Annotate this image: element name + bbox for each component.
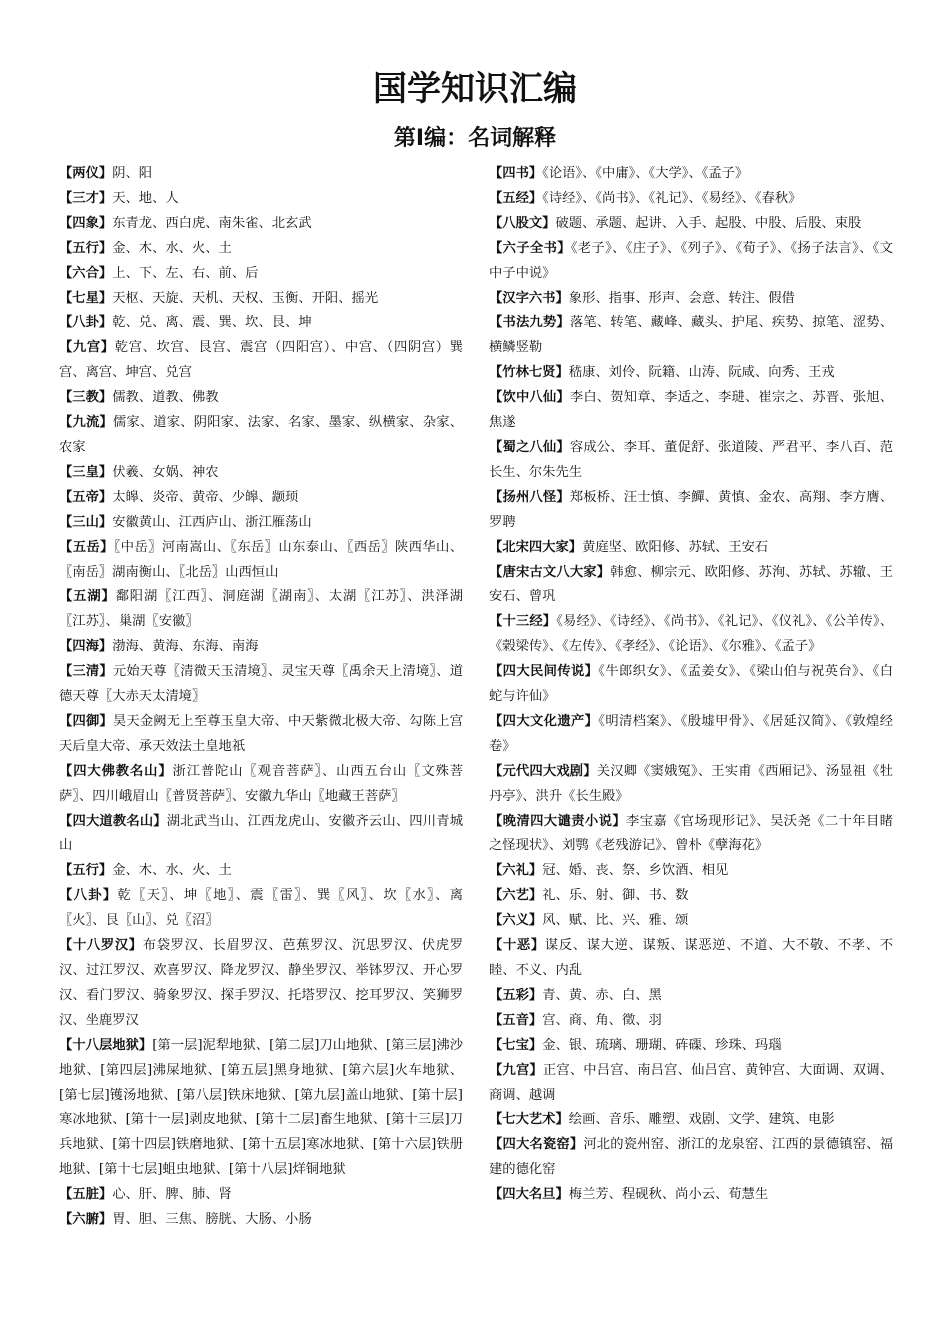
glossary-definition: 容成公、李耳、董促舒、张道陵、严君平、李八百、范长生、尔朱先生 xyxy=(489,439,894,480)
glossary-term: 【四大文化遗产】 xyxy=(489,713,599,729)
glossary-term: 【五湖】 xyxy=(59,589,116,605)
glossary-entry xyxy=(489,1183,893,1208)
glossary-entry xyxy=(59,934,463,1034)
glossary-term: 【书法九势】 xyxy=(489,315,570,331)
glossary-entry xyxy=(59,187,463,212)
glossary-entry xyxy=(59,212,463,237)
glossary-term: 【九宫】 xyxy=(59,340,115,356)
glossary-entry xyxy=(489,237,893,287)
glossary-term: 【三山】 xyxy=(59,514,113,530)
glossary-entry xyxy=(489,810,893,860)
glossary-entry xyxy=(489,436,893,486)
glossary-definition: 梅兰芳、程砚秋、尚小云、荀慧生 xyxy=(568,1187,769,1203)
glossary-definition: 风、赋、比、兴、雅、颂 xyxy=(542,913,689,929)
glossary-entry xyxy=(489,884,893,909)
glossary-term: 【唐宋古文八大家】 xyxy=(489,564,611,580)
glossary-term: 【五脏】 xyxy=(59,1187,113,1203)
glossary-definition: 《牛郎织女》、《孟姜女》、《梁山伯与祝英台》、《白蛇与许仙》 xyxy=(489,664,893,705)
glossary-definition: 儒家、道家、阴阳家、法家、名家、墨家、纵横家、杂家、农家 xyxy=(59,415,463,455)
glossary-entry xyxy=(489,760,893,810)
glossary-definition: 儒教、道教、佛教 xyxy=(112,390,219,406)
glossary-definition: 胃、胆、三焦、膀胱、大肠、小肠 xyxy=(112,1212,312,1228)
glossary-term: 【八卦】 xyxy=(59,315,113,331)
glossary-term: 【六腑】 xyxy=(59,1212,113,1228)
glossary-entry xyxy=(489,1009,893,1034)
glossary-term: 【十三经】 xyxy=(489,614,557,630)
glossary-entry xyxy=(489,311,893,361)
glossary-term: 【十恶】 xyxy=(489,938,545,954)
glossary-definition: 乾、兑、离、震、巽、坎、艮、坤 xyxy=(112,315,312,331)
glossary-definition: 《明清档案》、《殷墟甲骨》、《居延汉简》、《敦煌经卷》 xyxy=(489,713,893,754)
glossary-entry xyxy=(489,984,893,1009)
glossary-entry xyxy=(489,610,893,660)
glossary-entry xyxy=(489,660,893,710)
glossary-term: 【五帝】 xyxy=(59,489,113,505)
glossary-definition: 天枢、天旋、天机、天权、玉衡、开阳、摇光 xyxy=(112,290,379,306)
glossary-term: 【饮中八仙】 xyxy=(489,390,570,406)
glossary-definition: 阴、阳 xyxy=(112,166,153,181)
glossary-entry xyxy=(489,909,893,934)
glossary-definition: 象形、指事、形声、会意、转注、假借 xyxy=(568,290,795,306)
glossary-entry xyxy=(489,486,893,536)
glossary-term: 【六义】 xyxy=(489,913,543,929)
glossary-definition: 布袋罗汉、长眉罗汉、芭蕉罗汉、沉思罗汉、伏虎罗汉、过江罗汉、欢喜罗汉、降龙罗汉、静坐罗汉、举钵罗汉、开心罗汉、看门罗汉、骑象罗汉、探手罗汉、托塔罗汉、挖耳罗汉、笑狮罗汉、坐鹿罗汉 xyxy=(59,938,464,1028)
glossary-definition: 韩愈、柳宗元、欧阳修、苏洵、苏轼、苏辙、王安石、曾巩 xyxy=(489,564,894,605)
glossary-entry xyxy=(59,162,463,187)
glossary-entry xyxy=(489,859,893,884)
glossary-definition: 乾宫、坎宫、艮宫、震宫（四阳宫）、中宫、（四阴宫）巽宫、离宫、坤宫、兑宫 xyxy=(59,340,464,381)
glossary-term: 【竹林七贤】 xyxy=(489,365,569,381)
glossary-definition: [第一层]泥犁地狱、[第二层]刀山地狱、[第三层]沸沙地狱、[第四层]沸屎地狱、[第五层]黑身地狱、[第六层]火车地狱、[第七层]镬汤地狱、[第八层]铁床地狱、[第九层]盖山地狱、[第十层]寒冰地狱、[第十一层]剥皮地狱、[第十二层]畜生地狱、[第十三层]刀兵地狱、[第十四层]铁磨地狱、[第十五层]寒冰地狱、[第十六层]铁册地狱、[第十七层]蛆虫地狱、[第十八层]烊铜地狱 xyxy=(59,1037,464,1178)
glossary-term: 【四御】 xyxy=(59,713,113,729)
glossary-term: 【十八罗汉】 xyxy=(59,938,143,954)
glossary-term: 【元代四大戏剧】 xyxy=(489,763,597,779)
glossary-definition: 落笔、转笔、藏峰、藏头、护尾、疾势、掠笔、涩势、横鳞竖勒 xyxy=(489,315,894,356)
glossary-definition: 宫、商、角、徵、羽 xyxy=(542,1012,662,1028)
glossary-definition: 东青龙、西白虎、南朱雀、北玄武 xyxy=(112,215,312,231)
glossary-definition: 李宝嘉《官场现形记》、吴沃尧《二十年目睹之怪现状》、刘鹗《老残游记》、曾朴《孽海花》 xyxy=(489,813,893,854)
glossary-term: 【四大道教名山】 xyxy=(59,813,167,829)
glossary-definition: 正宫、中吕宫、南吕宫、仙吕宫、黄钟宫、大面调、双调、商调、越调 xyxy=(489,1062,893,1103)
glossary-entry xyxy=(489,162,893,187)
glossary-entry xyxy=(489,386,893,436)
glossary-definition: 伏羲、女娲、神农 xyxy=(112,464,219,480)
glossary-term: 【九流】 xyxy=(59,415,113,431)
left-column xyxy=(59,162,463,1233)
glossary-definition: 谋反、谋大逆、谋叛、谋恶逆、不道、大不敬、不孝、不睦、不义、内乱 xyxy=(489,938,894,978)
glossary-entry xyxy=(489,1133,893,1183)
glossary-entry xyxy=(59,660,463,710)
glossary-entry xyxy=(59,884,463,934)
glossary-definition: 鄱阳湖〖江西〗、洞庭湖〖湖南〗、太湖〖江苏〗、洪泽湖〖江苏〗、巢湖〖安徽〗 xyxy=(59,589,463,630)
glossary-definition: 关汉卿《窦娥冤》、王实甫《西厢记》、汤显祖《牡丹亭》、洪升《长生殿》 xyxy=(489,763,893,804)
glossary-definition: 金、木、水、火、土 xyxy=(112,240,232,256)
glossary-term: 【七星】 xyxy=(59,290,113,306)
glossary-definition: 冠、婚、丧、祭、乡饮酒、相见 xyxy=(542,863,729,879)
glossary-entry xyxy=(59,386,463,411)
glossary-entry xyxy=(59,760,463,810)
glossary-entry xyxy=(59,461,463,486)
glossary-term: 【七大艺术】 xyxy=(489,1112,569,1128)
glossary-term: 【四书】 xyxy=(489,166,543,181)
glossary-entry xyxy=(489,536,893,561)
glossary-entry xyxy=(59,1034,463,1183)
glossary-entry xyxy=(59,810,463,860)
glossary-entry xyxy=(59,336,463,386)
glossary-entry xyxy=(489,1034,893,1059)
glossary-definition: 礼、乐、射、御、书、数 xyxy=(542,888,689,904)
glossary-entry xyxy=(59,635,463,660)
glossary-entry xyxy=(59,262,463,287)
glossary-term: 【四海】 xyxy=(59,639,113,655)
glossary-term: 【三皇】 xyxy=(59,464,113,480)
glossary-term: 【汉字六书】 xyxy=(489,290,569,306)
glossary-term: 【九宫】 xyxy=(489,1062,543,1078)
glossary-entry xyxy=(489,187,893,212)
glossary-term: 【晚清四大谴责小说】 xyxy=(489,813,627,829)
glossary-entry xyxy=(59,585,463,635)
glossary-entry xyxy=(59,486,463,511)
glossary-entry xyxy=(59,1183,463,1208)
glossary-definition: 《论语》、《中庸》、《大学》、《孟子》 xyxy=(542,166,749,181)
glossary-entry xyxy=(489,710,893,760)
right-column xyxy=(489,162,893,1208)
glossary-definition: 河北的瓷州窑、浙江的龙泉窑、江西的景德镇窑、福建的德化窑 xyxy=(489,1137,894,1178)
glossary-term: 【五行】 xyxy=(59,863,113,879)
glossary-definition: 绘画、音乐、雕塑、戏剧、文学、建筑、电影 xyxy=(568,1112,835,1128)
document-title: 国学知识汇编 xyxy=(373,69,577,109)
glossary-definition: 《易经》、《诗经》、《尚书》、《礼记》、《仪礼》、《公羊传》、《榖梁传》、《左传》、《孝经》、《论语》、《尔雅》、《孟子》 xyxy=(489,614,894,655)
glossary-term: 【五行】 xyxy=(59,240,113,256)
glossary-term: 【扬州八怪】 xyxy=(489,489,570,505)
glossary-definition: 上、下、左、右、前、后 xyxy=(112,265,259,281)
glossary-definition: 李白、贺知章、李适之、李琎、崔宗之、苏晋、张旭、焦遂 xyxy=(489,390,894,431)
glossary-definition: 嵇康、刘伶、阮籍、山涛、阮咸、向秀、王戎 xyxy=(568,365,835,381)
glossary-definition: 金、木、水、火、土 xyxy=(112,863,232,879)
glossary-definition: 昊天金阙无上至尊玉皇大帝、中天紫微北极大帝、勾陈上宫天后皇大帝、承天效法土皇地祇 xyxy=(59,713,463,754)
glossary-term: 【蜀之八仙】 xyxy=(489,439,570,455)
glossary-definition: 元始天尊〖清微天玉清境〗、灵宝天尊〖禹余天上清境〗、道德天尊〖大赤天太清境〗 xyxy=(59,664,464,705)
glossary-term: 【四大名旦】 xyxy=(489,1187,569,1203)
glossary-entry xyxy=(59,411,463,461)
glossary-term: 【十八层地狱】 xyxy=(59,1037,153,1053)
glossary-entry xyxy=(489,1059,893,1109)
glossary-term: 【三教】 xyxy=(59,390,113,406)
glossary-term: 【五彩】 xyxy=(489,987,543,1003)
glossary-entry xyxy=(59,710,463,760)
glossary-definition: 〖中岳〗河南嵩山、〖东岳〗山东泰山、〖西岳〗陕西华山、〖南岳〗湖南衡山、〖北岳〗山西恒山 xyxy=(59,539,464,580)
glossary-definition: 安徽黄山、江西庐山、浙江雁荡山 xyxy=(112,514,312,530)
glossary-entry xyxy=(59,1208,463,1233)
glossary-definition: 《诗经》、《尚书》、《礼记》、《易经》、《春秋》 xyxy=(542,190,802,206)
glossary-entry xyxy=(489,561,893,611)
glossary-term: 【北宋四大家】 xyxy=(489,539,583,555)
glossary-definition: 心、肝、脾、肺、肾 xyxy=(112,1187,232,1203)
glossary-definition: 天、地、人 xyxy=(112,190,179,206)
glossary-entry xyxy=(489,934,893,984)
glossary-definition: 破题、承题、起讲、入手、起股、中股、后股、束股 xyxy=(555,215,862,231)
glossary-definition: 青、黄、赤、白、黑 xyxy=(542,987,662,1003)
glossary-definition: 金、银、琉璃、珊瑚、砗磲、珍珠、玛瑙 xyxy=(542,1037,782,1053)
glossary-term: 【六合】 xyxy=(59,265,113,281)
glossary-term: 【六子全书】 xyxy=(489,240,571,256)
glossary-definition: 乾〖天〗、坤〖地〗、震〖雷〗、巽〖风〗、坎〖水〗、离〖火〗、艮〖山〗、兑〖沼〗 xyxy=(59,888,464,929)
glossary-entry xyxy=(59,311,463,336)
glossary-definition: 《老子》、《庄子》、《列子》、《荀子》、《扬子法言》、《文中子中说》 xyxy=(489,240,893,281)
glossary-definition: 湖北武当山、江西龙虎山、安徽齐云山、四川青城山 xyxy=(59,813,464,854)
glossary-entry xyxy=(59,859,463,884)
glossary-term: 【七宝】 xyxy=(489,1037,543,1053)
glossary-term: 【三才】 xyxy=(59,190,113,206)
glossary-entry xyxy=(489,212,893,237)
glossary-term: 【六礼】 xyxy=(489,863,543,879)
glossary-term: 【三清】 xyxy=(59,664,113,680)
glossary-entry xyxy=(489,361,893,386)
glossary-entry xyxy=(489,287,893,312)
glossary-term: 【八股文】 xyxy=(489,215,556,231)
glossary-term: 【四大佛教名山】 xyxy=(59,763,173,779)
glossary-definition: 渤海、黄海、东海、南海 xyxy=(112,639,259,655)
glossary-definition: 黄庭坚、欧阳修、苏轼、王安石 xyxy=(582,539,769,555)
section-subtitle: 第Ⅰ编：名词解释 xyxy=(393,126,557,151)
glossary-entry xyxy=(59,536,463,586)
glossary-entry xyxy=(489,1108,893,1133)
glossary-term: 【五经】 xyxy=(489,190,543,206)
glossary-definition: 浙江普陀山〖观音菩萨〗、山西五台山〖文殊菩萨〗、四川峨眉山〖普贤菩萨〗、安徽九华山〖地藏王菩萨〗 xyxy=(59,763,463,804)
glossary-term: 【两仪】 xyxy=(59,166,113,181)
glossary-entry xyxy=(59,237,463,262)
glossary-term: 【四大民间传说】 xyxy=(489,664,599,680)
glossary-term: 【八卦】 xyxy=(59,888,118,904)
glossary-definition: 太皞、炎帝、黄帝、少皞、颛顼 xyxy=(112,489,299,505)
glossary-term: 【四大名瓷窑】 xyxy=(489,1137,584,1153)
glossary-term: 【五音】 xyxy=(489,1012,543,1028)
glossary-term: 【六艺】 xyxy=(489,888,543,904)
glossary-definition: 郑板桥、汪士慎、李鱓、黄慎、金农、高翔、李方膺、罗聘 xyxy=(489,489,894,530)
glossary-entry xyxy=(59,287,463,312)
glossary-term: 【四象】 xyxy=(59,215,113,231)
glossary-entry xyxy=(59,511,463,536)
glossary-term: 【五岳】 xyxy=(59,539,114,555)
